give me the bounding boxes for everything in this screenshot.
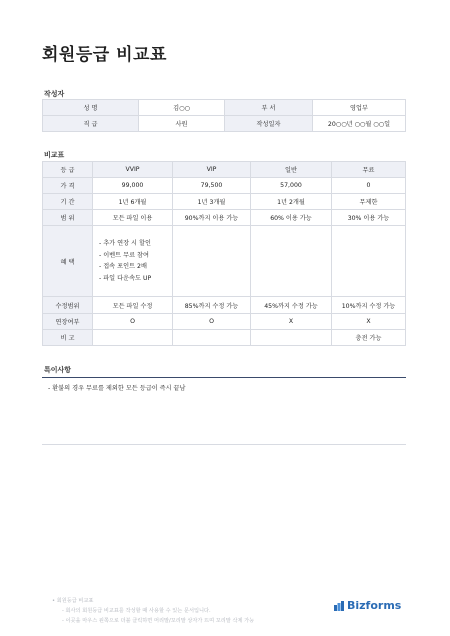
extension-cell: X xyxy=(251,314,332,330)
remarks-cell xyxy=(251,330,332,346)
dept-value: 영업부 xyxy=(313,100,406,116)
grade-label: 등 급 xyxy=(43,162,93,178)
price-cell: 0 xyxy=(332,178,406,194)
benefit-item: - 파일 다운속도 UP xyxy=(99,274,152,282)
scope-cell: 30% 이용 가능 xyxy=(332,210,406,226)
remarks-label: 비 고 xyxy=(43,330,93,346)
benefit-item: - 추가 연장 시 할인 xyxy=(99,240,151,247)
dept-label: 부 서 xyxy=(225,100,313,116)
benefit-item: - 접속 포인트 2배 xyxy=(99,263,147,270)
price-cell: 99,000 xyxy=(93,178,173,194)
benefit-label: 혜 택 xyxy=(43,226,93,297)
edit-range-cell: 모든 파일 수정 xyxy=(93,297,173,314)
footer-line: - 이곳을 마우스 왼쪽으로 더블 클릭하면 머리말/꼬리말 상자가 뜨며 꼬리말 삭제 가능 xyxy=(62,618,255,624)
remarks-cell xyxy=(173,330,251,346)
footer-notes xyxy=(52,596,254,626)
benefit-cell xyxy=(173,226,251,297)
scope-cell: 90%까지 이용 가능 xyxy=(173,210,251,226)
period-cell: 무제한 xyxy=(332,194,406,210)
price-cell: 79,500 xyxy=(173,178,251,194)
period-cell: 1년 2개월 xyxy=(251,194,332,210)
benefit-cell xyxy=(332,226,406,297)
date-value: 20○○년 ○○월 ○○일 xyxy=(313,116,406,132)
remarks-cell xyxy=(93,330,173,346)
edit-range-cell: 85%까지 수정 가능 xyxy=(173,297,251,314)
extension-cell: X xyxy=(332,314,406,330)
date-label: 작성일자 xyxy=(225,116,313,132)
grade-vip: VIP xyxy=(173,162,251,178)
notes-box xyxy=(42,377,406,445)
compare-section-label: 비교표 xyxy=(44,151,65,159)
price-cell: 57,000 xyxy=(251,178,332,194)
scope-label: 범 위 xyxy=(43,210,93,226)
author-table xyxy=(42,99,406,132)
bizforms-logo-text: Bizforms xyxy=(347,599,402,612)
scope-cell: 모든 파일 이용 xyxy=(93,210,173,226)
edit-range-label: 수정범위 xyxy=(43,297,93,314)
grade-vvip: VVIP xyxy=(93,162,173,178)
scope-cell: 60% 이용 가능 xyxy=(251,210,332,226)
notes-section-label: 특이사항 xyxy=(44,366,72,374)
footer-line: - 회사의 회원등급 비교표를 작성할 때 사용할 수 있는 문서입니다. xyxy=(62,608,211,614)
benefit-cell xyxy=(251,226,332,297)
period-cell: 1년 6개월 xyxy=(93,194,173,210)
bizforms-logo xyxy=(334,599,401,612)
benefit-list xyxy=(93,226,173,297)
benefit-item: - 이벤트 무료 참여 xyxy=(99,251,149,259)
price-label: 가 격 xyxy=(43,178,93,194)
edit-range-cell: 10%까지 수정 가능 xyxy=(332,297,406,314)
period-label: 기 간 xyxy=(43,194,93,210)
page-title: 회원등급 비교표 xyxy=(42,45,167,65)
compare-table xyxy=(42,161,406,346)
extension-label: 연장여부 xyxy=(43,314,93,330)
extension-cell: O xyxy=(173,314,251,330)
grade-normal: 일반 xyxy=(251,162,332,178)
bizforms-logo-icon xyxy=(334,601,344,611)
author-section-label: 작성자 xyxy=(44,90,65,98)
extension-cell: O xyxy=(93,314,173,330)
name-value: 김○○ xyxy=(139,100,225,116)
footer-line: • 회원등급 비교표 xyxy=(52,598,94,604)
remarks-cell: 충전 가능 xyxy=(332,330,406,346)
period-cell: 1년 3개월 xyxy=(173,194,251,210)
rank-value: 사원 xyxy=(139,116,225,132)
notes-text: - 환불의 경우 무료를 제외한 모든 등급이 즉시 끝남 xyxy=(48,385,186,392)
name-label: 성 명 xyxy=(43,100,139,116)
rank-label: 직 급 xyxy=(43,116,139,132)
edit-range-cell: 45%까지 수정 가능 xyxy=(251,297,332,314)
grade-free: 무료 xyxy=(332,162,406,178)
